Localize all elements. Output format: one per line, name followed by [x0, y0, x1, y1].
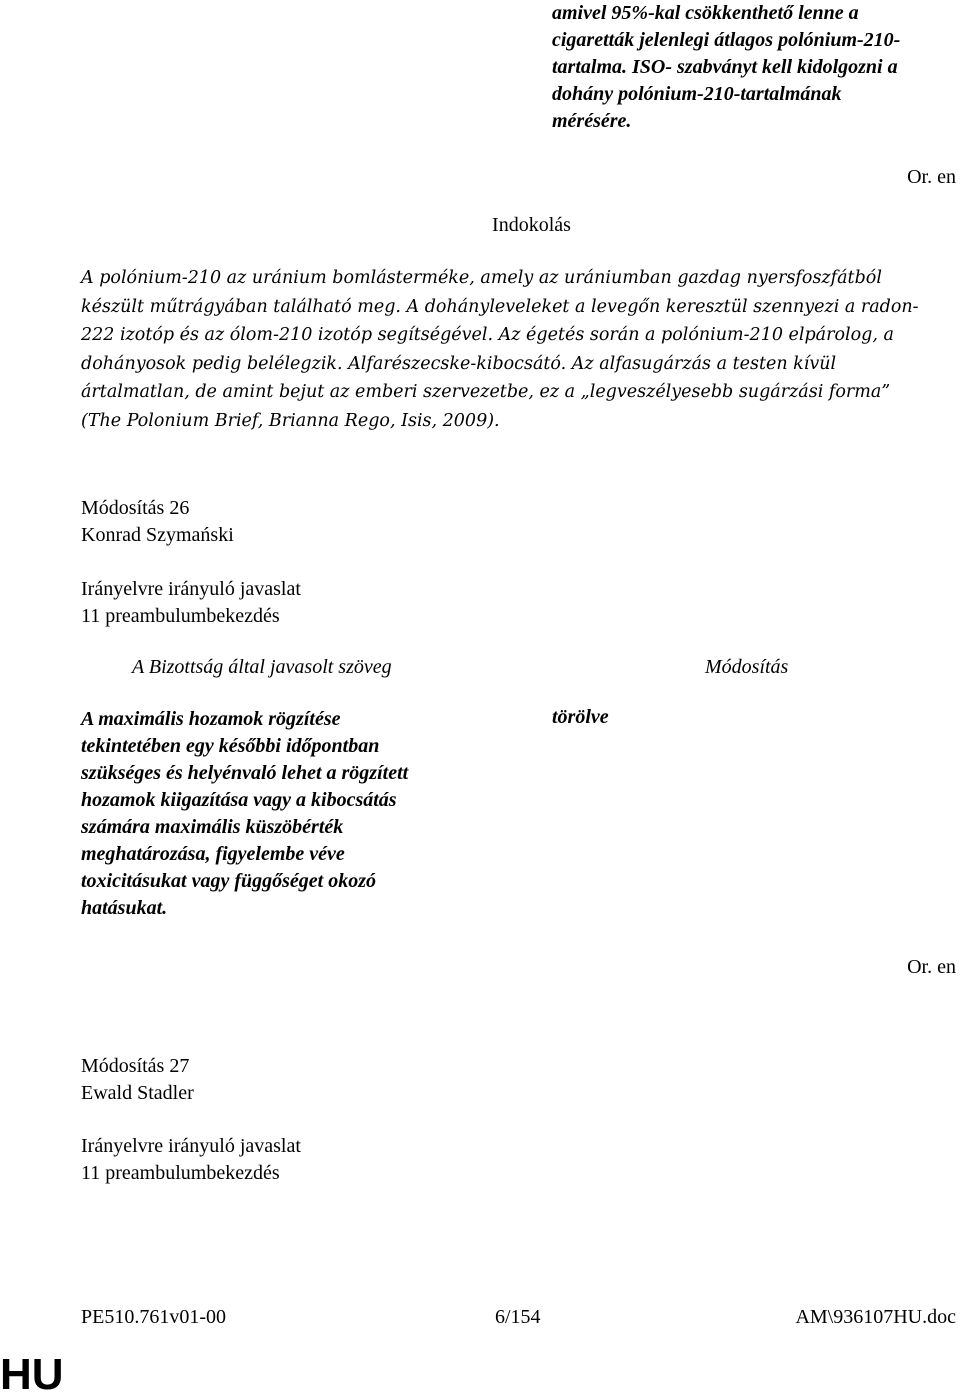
text-line: hatásukat. — [81, 897, 168, 919]
text-line: (The Polonium Brief, Brianna Rego, Isis, 2009). — [81, 410, 500, 431]
text-line: toxicitásukat vagy függőséget okozó — [81, 870, 376, 892]
text-line: készült műtrágyában található meg. A dohányleveleket a levegőn keresztül szennyezi a radon- — [81, 296, 919, 317]
amendment-26-target — [81, 576, 301, 630]
text-line: tekintetében egy későbbi időpontban — [81, 735, 380, 757]
text-line: A maximális hozamok rögzítése — [81, 708, 341, 730]
original-language-label: Or. en — [907, 956, 956, 978]
recital-ref: 11 preambulumbekezdés — [81, 605, 280, 627]
text-line: mérésére. — [552, 110, 632, 132]
amendment-author: Ewald Stadler — [81, 1082, 194, 1104]
commission-text — [81, 706, 481, 922]
text-line: meghatározása, figyelembe véve — [81, 843, 345, 865]
text-line: dohányosok pedig belélegzik. Alfarészecske-kibocsátó. Az alfasugárzás a testen kívül — [81, 353, 837, 374]
amendment-number: Módosítás 27 — [81, 1055, 190, 1077]
amendment-27-target — [81, 1133, 301, 1187]
top-continuation-text — [552, 0, 957, 135]
amendment-author: Konrad Szymański — [81, 524, 234, 546]
original-language-label: Or. en — [907, 166, 956, 188]
amendment-column-header: Módosítás — [705, 656, 789, 678]
text-line: amivel 95%-kal csökkenthető lenne a — [552, 2, 859, 24]
proposal-type: Irányelvre irányuló javaslat — [81, 1135, 301, 1157]
text-line: hozamok kiigazítása vagy a kibocsátás — [81, 789, 397, 811]
language-code: HU — [0, 1350, 64, 1399]
amendment-text: törölve — [552, 706, 609, 728]
justification-title: Indokolás — [492, 214, 571, 236]
text-line: számára maximális küszöbérték — [81, 816, 344, 838]
text-line: szükséges és helyénvaló lehet a rögzített — [81, 762, 409, 784]
text-line: tartalma. ISO- szabványt kell kidolgozni a — [552, 56, 898, 78]
footer-file-name: AM\936107HU.doc — [795, 1306, 956, 1328]
footer-doc-ref: PE510.761v01-00 — [81, 1306, 226, 1328]
text-line: A polónium-210 az uránium bomlásterméke, amely az urániumban gazdag nyersfoszfátból — [81, 268, 882, 288]
justification-text — [81, 264, 960, 435]
amendment-number: Módosítás 26 — [81, 497, 190, 519]
footer-page-number: 6/154 — [495, 1306, 541, 1328]
text-line: cigaretták jelenlegi átlagos polónium-210- — [552, 29, 901, 51]
text-line: 222 izotóp és az ólom-210 izotóp segítségével. Az égetés során a polónium-210 elpárolog, a — [81, 325, 894, 345]
text-line: dohány polónium-210-tartalmának — [552, 83, 842, 105]
text-line: ártalmatlan, de amint bejut az emberi szervezetbe, ez a „legveszélyesebb sugárzási forma” — [81, 382, 891, 402]
proposal-type: Irányelvre irányuló javaslat — [81, 578, 301, 600]
amendment-26-header — [81, 495, 234, 549]
amendment-27-header — [81, 1053, 194, 1107]
recital-ref: 11 preambulumbekezdés — [81, 1162, 280, 1184]
commission-text-header: A Bizottság által javasolt szöveg — [132, 656, 392, 678]
